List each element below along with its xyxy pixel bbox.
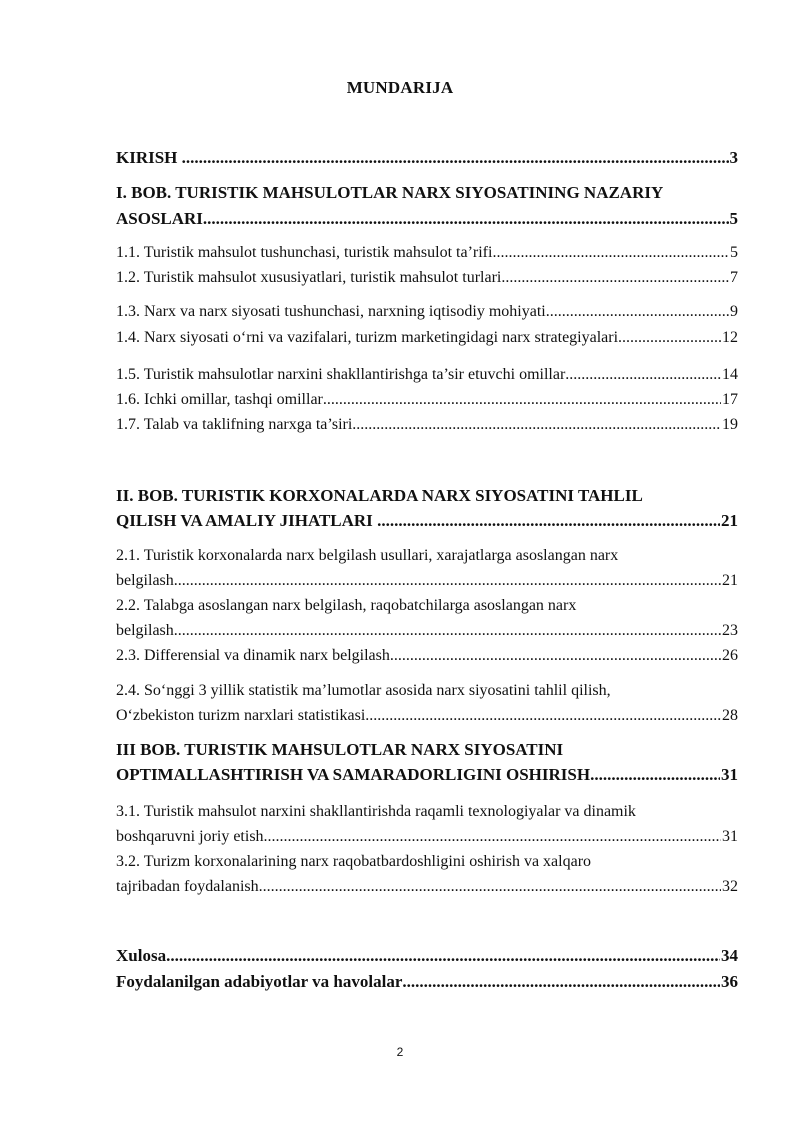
toc-entry-chapter-2[interactable]: [116, 511, 738, 531]
toc-page-number: 34: [721, 946, 738, 965]
toc-entry-label: 1.7. Talab va taklifning narxga ta’siri: [116, 416, 353, 433]
toc-page-number: 31: [721, 765, 738, 784]
toc-page-number: 5: [730, 244, 738, 261]
toc-entry-2-2[interactable]: [116, 621, 738, 641]
toc-entry-label: Xulosa: [116, 946, 167, 965]
toc-entry-1-3[interactable]: [116, 302, 738, 322]
toc-entry-label: belgilash: [116, 572, 174, 589]
toc-page-number: 17: [722, 391, 738, 408]
toc-entry-label: boshqaruvni joriy etish: [116, 828, 264, 845]
toc-entry-1-1[interactable]: [116, 243, 738, 263]
toc-page-number: 9: [730, 303, 738, 320]
toc-entry-label: 1.2. Turistik mahsulot xususiyatlari, turistik mahsulot turlari: [116, 269, 502, 286]
toc-entry-label: tajribadan foydalanish: [116, 878, 259, 895]
toc-entry-chapter-1[interactable]: [116, 209, 738, 229]
toc-entry-label: 1.4. Narx siyosati oʻrni va vazifalari, turizm marketingidagi narx strategiyalari: [116, 329, 619, 346]
toc-entry-label: 1.5. Turistik mahsulotlar narxini shakllantirishga ta’sir etuvchi omillar: [116, 366, 566, 383]
toc-entry-label: Foydalanilgan adabiyotlar va havolalar: [116, 972, 403, 991]
toc-page-number: 14: [722, 366, 738, 383]
toc-entry-2-3[interactable]: [116, 646, 738, 666]
toc-entry-label: ASOSLARI: [116, 209, 203, 228]
toc-entry-label: Oʻzbekiston turizm narxlari statistikasi: [116, 707, 366, 724]
toc-entry-label: 1.6. Ichki omillar, tashqi omillar: [116, 391, 323, 408]
toc-chapter-3-title[interactable]: III BOB. TURISTIK MAHSULOTLAR NARX SIYOSATINI: [116, 740, 564, 759]
toc-entry-2-4[interactable]: [116, 706, 738, 726]
toc-entry-1-5[interactable]: [116, 365, 738, 385]
toc-page-number: 7: [730, 269, 738, 286]
toc-page-number: 26: [722, 647, 738, 664]
toc-page-number: 32: [722, 878, 738, 895]
page-number: 2: [396, 1045, 404, 1059]
toc-page-number: 12: [722, 329, 738, 346]
toc-entry-label: 1.1. Turistik mahsulot tushunchasi, turistik mahsulot ta’rifi: [116, 244, 493, 261]
toc-page-number: 5: [729, 209, 738, 228]
toc-entry-1-4[interactable]: [116, 328, 738, 348]
toc-entry-1-6[interactable]: [116, 390, 738, 410]
toc-entry-2-4-line1[interactable]: 2.4. Soʻnggi 3 yillik statistik ma’lumotlar asosida narx siyosatini tahlil qilish,: [116, 682, 611, 699]
toc-entry-1-7[interactable]: [116, 415, 738, 435]
toc-entry-3-1-line1[interactable]: 3.1. Turistik mahsulot narxini shakllantirishda raqamli texnologiyalar va dinamik: [116, 803, 636, 820]
toc-page-number: 21: [721, 511, 738, 530]
toc-entry-1-2[interactable]: [116, 268, 738, 288]
toc-page-number: 28: [722, 707, 738, 724]
page-title: MUNDARIJA: [346, 78, 454, 97]
toc-entry-label: 2.3. Differensial va dinamik narx belgilash: [116, 647, 390, 664]
toc-entry-label: belgilash: [116, 622, 174, 639]
toc-page-number: 31: [722, 828, 738, 845]
toc-entry-conclusion[interactable]: [116, 946, 738, 966]
toc-entry-chapter-3[interactable]: [116, 765, 738, 785]
toc-entry-3-2-line1[interactable]: 3.2. Turizm korxonalarining narx raqobatbardoshligini oshirish va xalqaro: [116, 853, 592, 870]
toc-entry-3-2[interactable]: [116, 877, 738, 897]
toc-entry-label: QILISH VA AMALIY JIHATLARI: [116, 511, 378, 530]
toc-chapter-1-title[interactable]: I. BOB. TURISTIK MAHSULOTLAR NARX SIYOSATINING NAZARIY: [116, 183, 664, 202]
toc-entry-label: 1.3. Narx va narx siyosati tushunchasi, narxning iqtisodiy mohiyati: [116, 303, 546, 320]
toc-entry-2-1-line1[interactable]: 2.1. Turistik korxonalarda narx belgilash usullari, xarajatlarga asoslangan narx: [116, 547, 619, 564]
toc-page-number: 21: [722, 572, 738, 589]
toc-page-number: 23: [722, 622, 738, 639]
toc-entry-2-2-line1[interactable]: 2.2. Talabga asoslangan narx belgilash, raqobatchilarga asoslangan narx: [116, 597, 577, 614]
toc-chapter-2-title[interactable]: II. BOB. TURISTIK KORXONALARDA NARX SIYOSATINI TAHLIL: [116, 486, 643, 505]
toc-entry-references[interactable]: [116, 972, 738, 992]
toc-entry-label: KIRISH: [116, 148, 182, 167]
toc-entry-3-1[interactable]: [116, 827, 738, 847]
toc-entry-2-1[interactable]: [116, 571, 738, 591]
toc-page-number: 19: [722, 416, 738, 433]
toc-entry-intro[interactable]: [116, 148, 738, 168]
toc-entry-label: OPTIMALLASHTIRISH VA SAMARADORLIGINI OSHIRISH: [116, 765, 591, 784]
toc-page-number: 36: [721, 972, 738, 991]
toc-page-number: 3: [729, 148, 738, 167]
